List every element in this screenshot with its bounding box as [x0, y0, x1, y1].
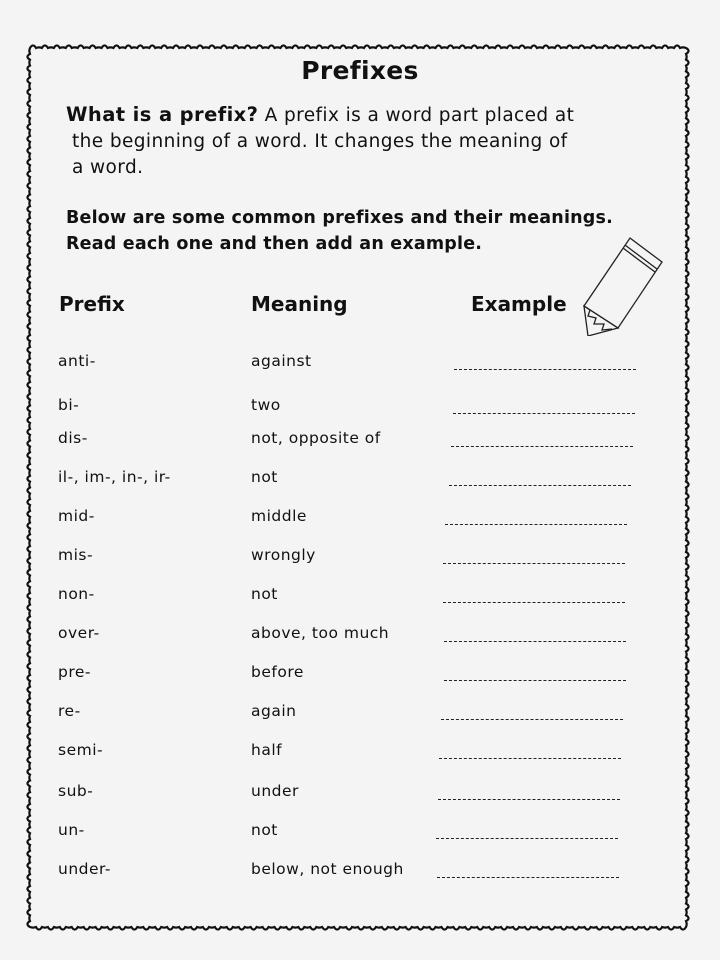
intro-paragraph — [66, 102, 656, 181]
meaning-cell: not, opposite of — [251, 429, 381, 447]
meaning-cell: wrongly — [251, 546, 316, 564]
table-row — [0, 585, 720, 609]
meaning-cell: above, too much — [251, 624, 390, 642]
prefix-cell: re- — [58, 702, 81, 720]
table-row — [0, 702, 720, 726]
table-row — [0, 429, 720, 453]
meaning-cell: not — [251, 585, 278, 603]
table-row — [0, 860, 720, 884]
table-row — [0, 396, 720, 420]
prefix-cell: bi- — [58, 396, 80, 414]
example-blank[interactable] — [444, 680, 626, 681]
prefix-cell: sub- — [58, 782, 94, 800]
instructions-line2: Read each one and then add an example. — [66, 234, 483, 254]
meaning-cell: middle — [251, 507, 307, 525]
table-row — [0, 546, 720, 570]
example-blank[interactable] — [436, 838, 618, 839]
meaning-cell: half — [251, 741, 283, 759]
prefix-cell: semi- — [58, 741, 104, 759]
prefix-cell: anti- — [58, 352, 96, 370]
example-blank[interactable] — [445, 524, 627, 525]
prefix-cell: under- — [58, 860, 111, 878]
meaning-cell: before — [251, 663, 304, 681]
example-blank[interactable] — [438, 799, 620, 800]
column-header-meaning: Meaning — [251, 292, 348, 316]
meaning-cell: under — [251, 782, 299, 800]
prefix-cell: mis- — [58, 546, 94, 564]
example-blank[interactable] — [437, 877, 619, 878]
table-row — [0, 741, 720, 765]
example-blank[interactable] — [444, 641, 626, 642]
example-blank[interactable] — [449, 485, 631, 486]
prefix-cell: pre- — [58, 663, 91, 681]
pencil-icon — [578, 236, 666, 336]
intro-text-line3: a word. — [72, 157, 144, 178]
example-blank[interactable] — [451, 446, 633, 447]
meaning-cell: against — [251, 352, 312, 370]
table-row — [0, 821, 720, 845]
prefix-cell: dis- — [58, 429, 88, 447]
example-blank[interactable] — [443, 602, 625, 603]
prefix-cell: mid- — [58, 507, 95, 525]
intro-question: What is a prefix? — [66, 103, 259, 126]
prefix-cell: il-, im-, in-, ir- — [58, 468, 171, 486]
example-blank[interactable] — [443, 563, 625, 564]
instructions — [66, 205, 666, 257]
meaning-cell: not — [251, 468, 278, 486]
prefix-cell: over- — [58, 624, 100, 642]
column-header-example: Example — [471, 292, 567, 316]
meaning-cell: again — [251, 702, 297, 720]
example-blank[interactable] — [454, 369, 636, 370]
table-row — [0, 782, 720, 806]
page-title: Prefixes — [301, 56, 419, 85]
table-row — [0, 663, 720, 687]
prefix-cell: non- — [58, 585, 95, 603]
prefix-cell: un- — [58, 821, 85, 839]
example-blank[interactable] — [439, 758, 621, 759]
meaning-cell: not — [251, 821, 278, 839]
table-row — [0, 507, 720, 531]
instructions-line1: Below are some common prefixes and their meanings. — [66, 208, 613, 228]
table-row — [0, 352, 720, 376]
intro-text: A prefix is a word part placed at — [258, 105, 575, 126]
example-blank[interactable] — [453, 413, 635, 414]
table-row — [0, 468, 720, 492]
example-blank[interactable] — [441, 719, 623, 720]
meaning-cell: two — [251, 396, 281, 414]
table-row — [0, 624, 720, 648]
column-header-prefix: Prefix — [59, 292, 125, 316]
intro-text-line2: the beginning of a word. It changes the meaning of — [72, 131, 568, 152]
meaning-cell: below, not enough — [251, 860, 404, 878]
